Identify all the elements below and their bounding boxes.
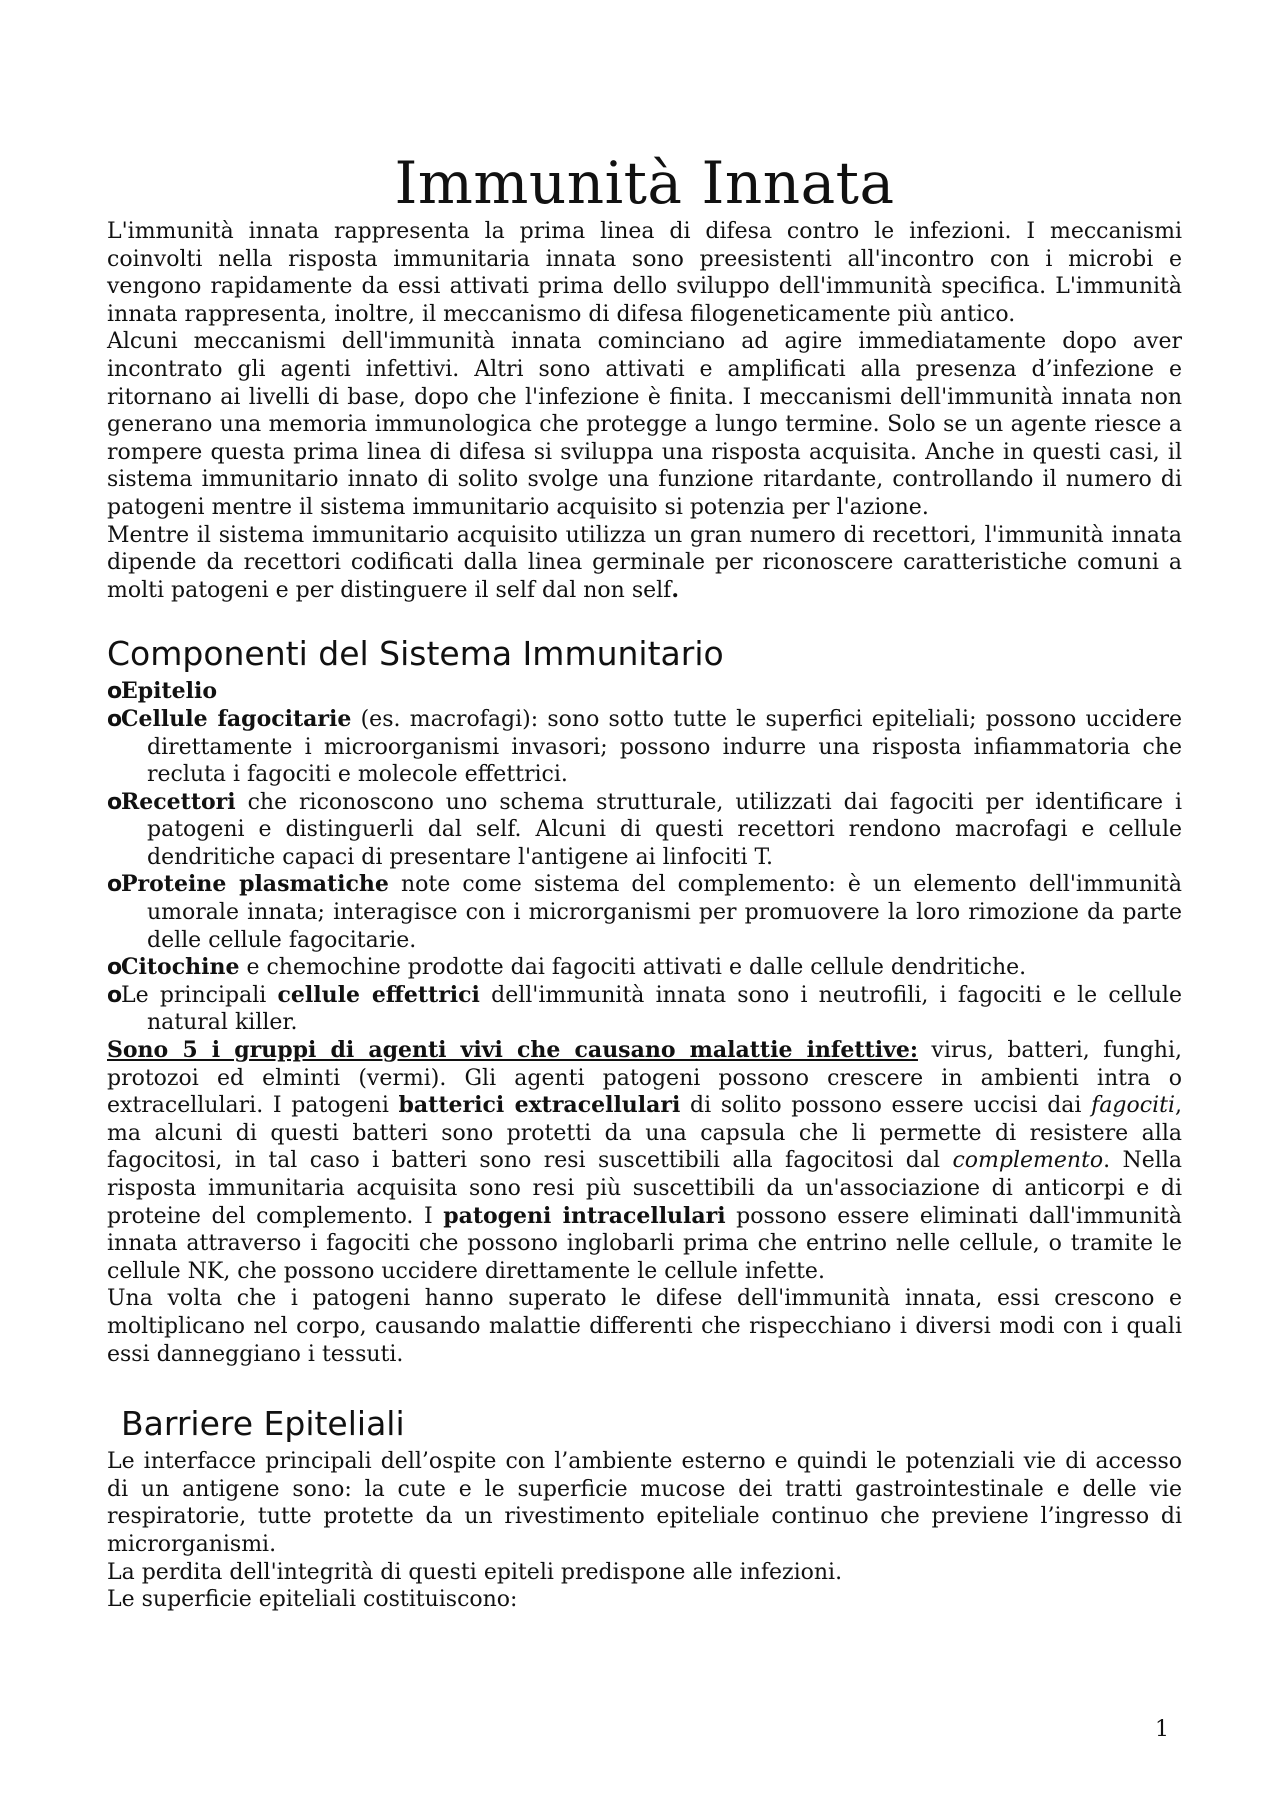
page-number: 1 [1155,1717,1169,1742]
agents-text-5: possono essere eliminati dall'immunità innata attraverso i fagociti che possono inglobarli prima che entrino nelle cellule, o tramite le cellule NK, che possono uccidere direttamente le cellule infette. [107,1203,1182,1284]
list-item-text: note come sistema del complemento: è un elemento dell'immunità umorale innata; interagisce con i microrganismi per promuovere la loro rimozione da parte delle cellule fagocitarie. [147,872,1183,953]
list-item-text: (es. macrofagi): sono sotto tutte le superfici epiteliali; possono uccidere direttamente i microorganismi invasori; possono indurre una risposta infiammatoria che recluta i fagociti e molecole effettrici. [147,706,1182,788]
components-list [107,678,1182,1037]
bullet-icon: o [107,982,123,1008]
agents-lead: Sono 5 i gruppi di agenti vivi che causano malattie infettive: [107,1037,918,1064]
list-item [107,954,1182,982]
intro-paragraph-1: L'immunità innata rappresenta la prima linea di difesa contro le infezioni. I meccanismi coinvolti nella risposta immunitaria innata sono preesistenti all'incontro con i microbi e vengono rapidamente da essi attivati prima dello sviluppo dell'immunità specifica. L'immunità innata rappresenta, inoltre, il meccanismo di difesa filogeneticamente più antico. [107,219,1182,327]
list-item-term: Epitelio [121,678,218,705]
intro-paragraph-3-end: . [671,576,679,603]
document-page [107,150,1182,1614]
agents-text-3: , ma alcuni di questi batteri sono protetti da una capsula che li permette di resistere alla fagocitosi, in tal caso i batteri sono resi suscettibili alla fagocitosi dal [107,1093,1182,1174]
intro-paragraph-3 [107,522,1182,605]
section-heading-barriere: Barriere Epiteliali [121,1404,405,1444]
agents-bold-2: patogeni intracellulari [443,1202,726,1229]
bullet-icon: o [107,955,123,981]
list-item-text: e chemochine prodotte dai fagociti attivati e dalle cellule dendritiche. [239,955,1027,981]
agents-italic-1: fagociti [1091,1093,1175,1119]
barriers-paragraph-1: Le interfacce principali dell’ospite con l’ambiente esterno e quindi le potenziali vie di accesso di un antigene sono: la cute e le superficie mucose dei tratti gastrointestinale e delle vie respiratorie, tutte protette da un rivestimento epiteliale continuo che previene l’ingresso di microrganismi. [107,1449,1182,1557]
barriers-paragraph-3: Le superficie epiteliali costituiscono: [107,1587,518,1613]
list-item-text: che riconoscono uno schema strutturale, utilizzati dai fagociti per identificare i patogeni e distinguerli dal self. Alcuni di questi recettori rendono macrofagi e cellule dendritiche capaci di presentare l'antigene ai linfociti T. [147,789,1182,870]
list-item-term: Proteine plasmatiche [121,871,389,898]
list-item-text-pre: Le principali [121,982,278,1008]
agents-text-1: virus, batteri, funghi, protozoi ed elminti (vermi). Gli agenti patogeni possono crescere in ambienti intra o extracellulari. I patogeni [107,1038,1182,1119]
agents-italic-2: complemento [952,1148,1104,1174]
list-item-term: Cellule fagocitarie [121,705,352,732]
intro-paragraph-2: Alcuni meccanismi dell'immunità innata cominciano ad agire immediatamente dopo aver incontrato gli agenti infettivi. Altri sono attivati e amplificati alla presenza d’infezione e ritornano ai livelli di base, dopo che l'infezione è finita. I meccanismi dell'immunità innata non generano una memoria immunologica che protegge a lungo termine. Solo se un agente riesce a rompere questa prima linea di difesa si sviluppa una risposta acquisita. Anche in questi casi, il sistema immunitario innato di solito svolge una funzione ritardante, controllando il numero di patogeni mentre il sistema immunitario acquisito si potenzia per l'azione. [107,329,1182,520]
list-item-text-post: dell'immunità innata sono i neutrofili, i fagociti e le cellule natural killer. [147,982,1182,1036]
page-title: Immunità Innata [394,149,895,217]
agents-bold-1: batterici extracellulari [398,1092,681,1119]
closing-paragraph: Una volta che i patogeni hanno superato le difese dell'immunità innata, essi crescono e moltiplicano nel corpo, causando malattie differenti che rispecchiano i diversi modi con i quali essi danneggiano i tessuti. [107,1286,1182,1367]
section-heading-componenti: Componenti del Sistema Immunitario [107,634,724,674]
list-item [107,789,1182,872]
list-item-term: Citochine [121,954,240,981]
bullet-icon: o [107,789,123,815]
bullet-icon: o [107,679,123,705]
agents-text-4: . Nella risposta immunitaria acquisita sono resi più suscettibili da un'associazione di anticorpi e di proteine del complemento. I [107,1148,1183,1229]
list-item [107,706,1182,789]
barriers-paragraph-2: La perdita dell'integrità di questi epiteli predispone alle infezioni. [107,1559,843,1585]
agents-paragraph [107,1037,1182,1285]
bullet-icon: o [107,872,123,898]
list-item [107,871,1182,954]
agents-text-2: di solito possono essere uccisi dai [680,1093,1092,1119]
list-item-term: Recettori [121,788,236,815]
list-item [107,678,1182,706]
bullet-icon: o [107,706,123,732]
list-item [107,982,1182,1037]
list-item-term: cellule effettrici [277,981,480,1008]
intro-paragraph-3-text: Mentre il sistema immunitario acquisito utilizza un gran numero di recettori, l'immunità innata dipende da recettori codificati dalla linea germinale per riconoscere caratteristiche comuni a molti patogeni e per distinguere il self dal non self [107,522,1182,603]
